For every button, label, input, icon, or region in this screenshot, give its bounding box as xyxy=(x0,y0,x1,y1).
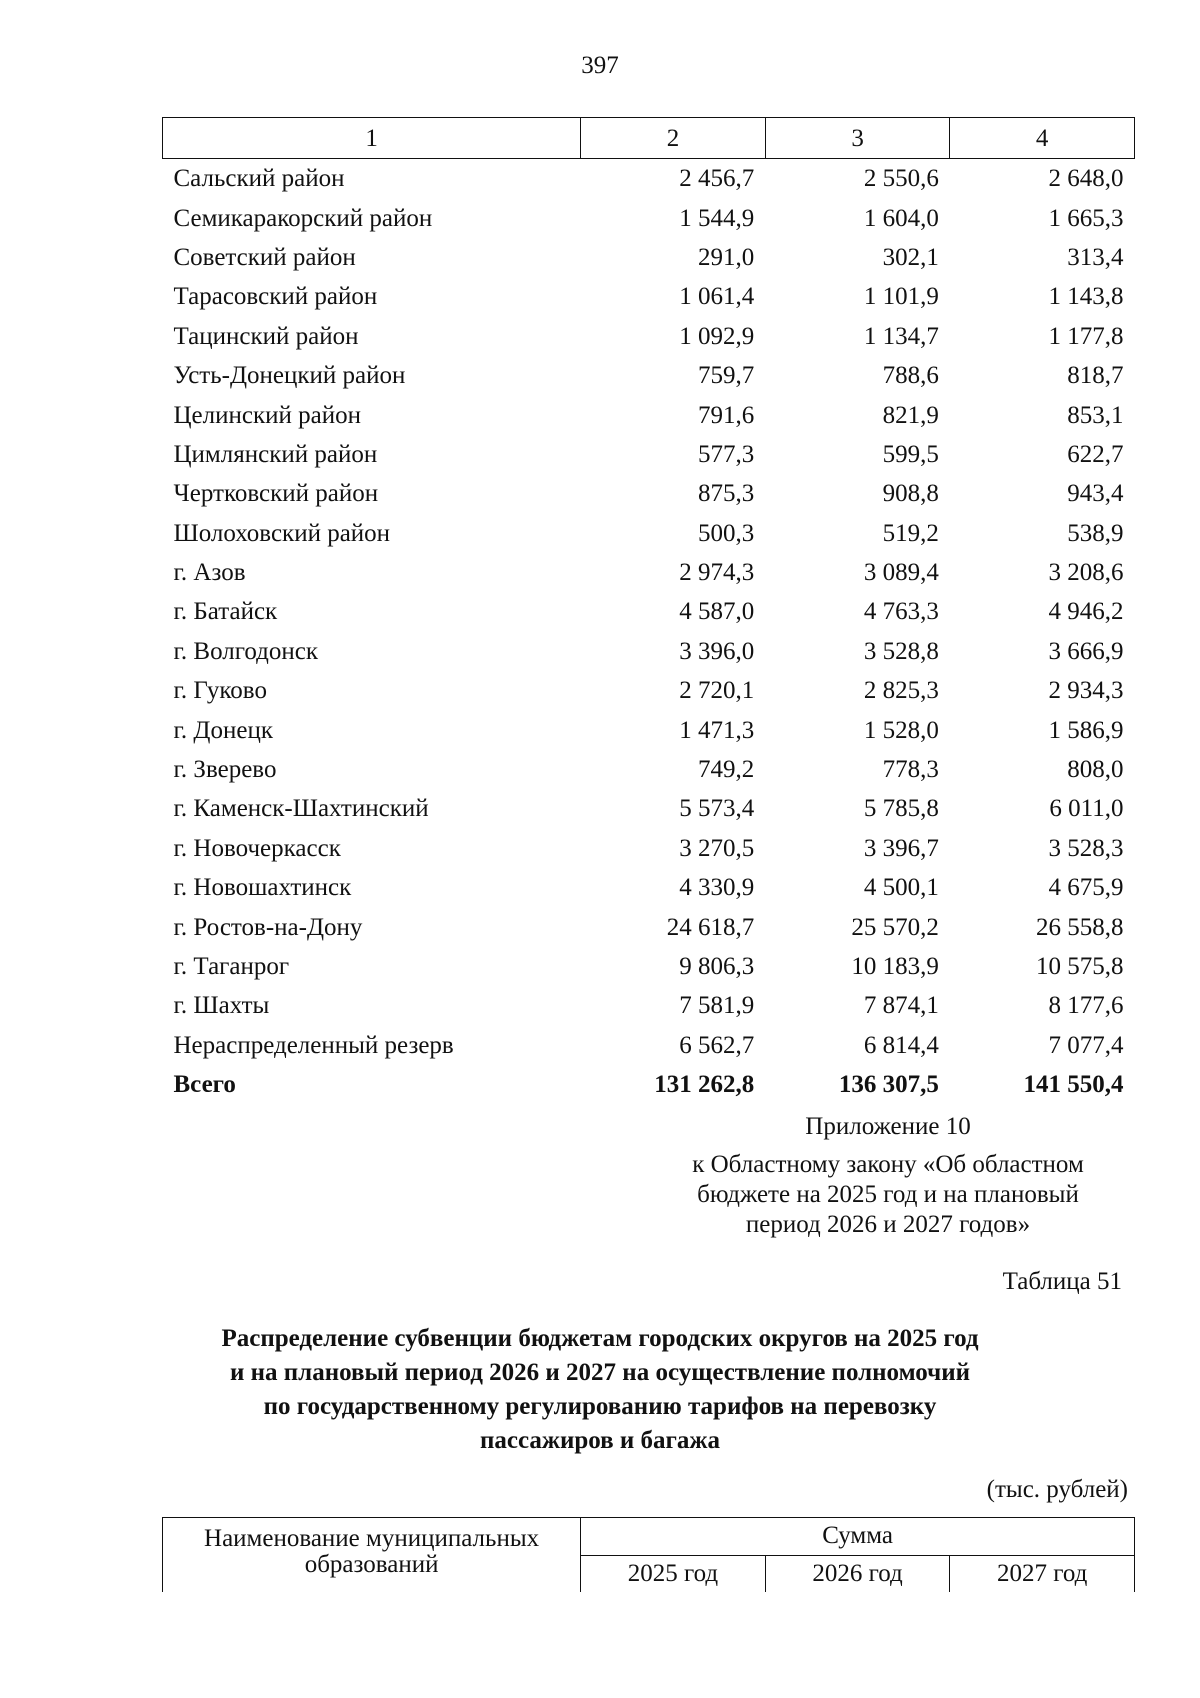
value-2026: 1 604,0 xyxy=(863,204,939,232)
value-2027: 8 177,6 xyxy=(1048,992,1124,1020)
table-row xyxy=(163,474,1135,513)
municipality-name: Нераспределенный резерв xyxy=(173,1031,454,1059)
table-row xyxy=(163,632,1135,671)
municipality-name: Семикаракорский район xyxy=(173,204,433,232)
value-2025: 1 471,3 xyxy=(679,716,755,744)
value-2026: 3 528,8 xyxy=(863,637,939,665)
value-2026: 3 396,7 xyxy=(863,834,939,862)
value-2025: 1 061,4 xyxy=(679,283,755,311)
value-2027: 1 143,8 xyxy=(1048,283,1124,311)
appendix-line: период 2026 и 2027 годов» xyxy=(745,1211,1031,1238)
municipality-name: г. Новочеркасск xyxy=(173,834,341,862)
municipality-name: г. Новошахтинск xyxy=(173,874,352,902)
name-column-header xyxy=(163,1518,581,1593)
table-row xyxy=(163,1026,1135,1065)
municipality-name: г. Азов xyxy=(173,559,246,587)
value-2027: 1 665,3 xyxy=(1048,204,1124,232)
table-header-row xyxy=(163,118,1135,159)
value-2027: 1 586,9 xyxy=(1048,716,1124,744)
value-2025: 577,3 xyxy=(698,440,755,468)
value-2027: 943,4 xyxy=(1067,480,1124,508)
value-2025: 7 581,9 xyxy=(679,992,755,1020)
value-2025: 2 974,3 xyxy=(679,559,755,587)
column-header: 1 xyxy=(163,118,581,159)
value-2026: 6 814,4 xyxy=(863,1031,939,1059)
subvention-table-continued xyxy=(162,117,1135,1104)
table-row xyxy=(163,238,1135,277)
value-2025: 131 262,8 xyxy=(654,1071,755,1099)
column-header: 3 xyxy=(765,118,950,159)
value-2026: 821,9 xyxy=(882,401,939,429)
column-header: 2 xyxy=(581,118,766,159)
value-2025: 1 092,9 xyxy=(679,322,755,350)
value-2025: 9 806,3 xyxy=(679,953,755,980)
value-2025: 759,7 xyxy=(698,362,755,390)
municipality-name: Советский район xyxy=(173,243,356,271)
title-line: Распределение субвенции бюджетам городских округов на 2025 год xyxy=(221,1325,979,1352)
header-line: Наименование муниципальных xyxy=(204,1525,540,1552)
table-row xyxy=(163,986,1135,1025)
page-number: 397 xyxy=(581,52,619,79)
table-row xyxy=(163,356,1135,395)
sum-column-header: Сумма xyxy=(581,1518,1135,1556)
table-header-row xyxy=(163,1518,1135,1556)
table-row xyxy=(163,671,1135,710)
value-2026: 5 785,8 xyxy=(863,795,939,823)
municipality-name: Всего xyxy=(173,1071,236,1099)
value-2025: 24 618,7 xyxy=(666,913,755,941)
municipality-name: г. Гуково xyxy=(173,677,267,705)
value-2026: 2 550,6 xyxy=(863,165,939,193)
value-2027: 141 550,4 xyxy=(1023,1071,1124,1099)
document-title xyxy=(150,1322,1050,1458)
total-row xyxy=(163,1065,1135,1104)
value-2026: 3 089,4 xyxy=(863,559,939,587)
table-row xyxy=(163,277,1135,316)
value-2026: 302,1 xyxy=(882,243,939,271)
value-2026: 1 134,7 xyxy=(863,322,939,350)
municipality-name: г. Таганрог xyxy=(173,953,290,980)
value-2027: 26 558,8 xyxy=(1036,913,1124,941)
value-2025: 749,2 xyxy=(698,756,755,784)
year-header: 2025 год xyxy=(581,1555,766,1592)
municipality-name: г. Каменск-Шахтинский xyxy=(173,795,429,823)
table-row xyxy=(163,947,1135,986)
municipality-name: Тацинский район xyxy=(173,322,359,350)
table-row xyxy=(163,592,1135,631)
value-2027: 818,7 xyxy=(1067,362,1124,390)
table-row xyxy=(163,868,1135,907)
value-2025: 4 330,9 xyxy=(679,874,755,902)
value-2025: 500,3 xyxy=(698,519,755,547)
value-2026: 4 500,1 xyxy=(863,874,939,902)
municipality-name: г. Шахты xyxy=(173,992,270,1020)
value-2026: 1 528,0 xyxy=(863,716,939,744)
value-2027: 10 575,8 xyxy=(1036,953,1124,980)
table-row xyxy=(163,514,1135,553)
value-2027: 622,7 xyxy=(1067,440,1124,468)
municipality-name: Цимлянский район xyxy=(173,440,378,468)
municipality-name: г. Зверево xyxy=(173,756,277,784)
value-2027: 7 077,4 xyxy=(1048,1031,1124,1059)
table-row xyxy=(163,750,1135,789)
value-2027: 1 177,8 xyxy=(1048,322,1124,350)
value-2027: 808,0 xyxy=(1067,756,1124,784)
municipality-name: Тарасовский район xyxy=(173,283,378,311)
value-2027: 538,9 xyxy=(1067,519,1124,547)
value-2027: 3 528,3 xyxy=(1048,834,1124,862)
value-2025: 1 544,9 xyxy=(679,204,755,232)
municipality-name: г. Волгодонск xyxy=(173,637,319,665)
appendix-line: к Областному закону «Об областном xyxy=(692,1151,1084,1178)
table-row xyxy=(163,829,1135,868)
column-header: 4 xyxy=(950,118,1135,159)
value-2027: 853,1 xyxy=(1067,401,1124,429)
value-2026: 519,2 xyxy=(882,519,939,547)
value-2025: 875,3 xyxy=(698,480,755,508)
municipality-name: Целинский район xyxy=(173,401,361,429)
appendix-reference xyxy=(648,1150,1128,1240)
value-2027: 313,4 xyxy=(1067,243,1124,271)
value-2026: 1 101,9 xyxy=(863,283,939,311)
value-2027: 4 675,9 xyxy=(1048,874,1124,902)
value-2025: 2 456,7 xyxy=(679,165,755,193)
value-2026: 10 183,9 xyxy=(851,953,939,980)
value-2026: 4 763,3 xyxy=(863,598,939,626)
units-label: (тыс. рублей) xyxy=(986,1476,1128,1503)
value-2025: 3 396,0 xyxy=(679,637,755,665)
table-row xyxy=(163,553,1135,592)
tariff-subvention-table xyxy=(162,1517,1135,1592)
year-header: 2026 год xyxy=(765,1555,950,1592)
value-2025: 5 573,4 xyxy=(679,795,755,823)
table-row xyxy=(163,395,1135,434)
value-2025: 791,6 xyxy=(698,401,755,429)
value-2027: 6 011,0 xyxy=(1049,795,1124,823)
value-2025: 4 587,0 xyxy=(679,598,755,626)
table-number: Таблица 51 xyxy=(1002,1268,1122,1295)
year-header: 2027 год xyxy=(950,1555,1135,1592)
municipality-name: Сальский район xyxy=(173,165,345,193)
table-row xyxy=(163,317,1135,356)
appendix-line: бюджете на 2025 год и на плановый xyxy=(697,1181,1079,1208)
value-2026: 778,3 xyxy=(882,756,939,784)
title-line: и на плановый период 2026 и 2027 на осуществление полномочий xyxy=(229,1359,971,1386)
title-line: по государственному регулированию тарифов на перевозку xyxy=(263,1393,937,1420)
table-row xyxy=(163,710,1135,749)
header-line: образований xyxy=(304,1551,439,1579)
title-line: пассажиров и багажа xyxy=(479,1427,721,1454)
value-2027: 3 208,6 xyxy=(1048,559,1124,587)
value-2026: 2 825,3 xyxy=(863,677,939,705)
value-2025: 3 270,5 xyxy=(679,834,755,862)
table-row xyxy=(163,198,1135,237)
value-2026: 788,6 xyxy=(882,362,939,390)
value-2026: 7 874,1 xyxy=(863,992,939,1020)
value-2025: 6 562,7 xyxy=(679,1031,755,1059)
value-2027: 3 666,9 xyxy=(1048,637,1124,665)
appendix-title: Приложение 10 xyxy=(805,1113,971,1140)
value-2025: 291,0 xyxy=(698,243,755,271)
municipality-name: г. Донецк xyxy=(173,716,273,744)
value-2026: 25 570,2 xyxy=(851,913,939,941)
municipality-name: г. Батайск xyxy=(173,598,278,626)
municipality-name: г. Ростов-на-Дону xyxy=(173,913,363,941)
table-row xyxy=(163,159,1135,199)
value-2027: 2 648,0 xyxy=(1048,165,1124,193)
table-row xyxy=(163,435,1135,474)
value-2026: 599,5 xyxy=(882,440,939,468)
value-2027: 2 934,3 xyxy=(1048,677,1124,705)
municipality-name: Усть-Донецкий район xyxy=(173,362,406,390)
municipality-name: Шолоховский район xyxy=(173,519,391,547)
value-2027: 4 946,2 xyxy=(1048,598,1124,626)
value-2026: 136 307,5 xyxy=(838,1071,939,1099)
table-row xyxy=(163,789,1135,828)
table-row xyxy=(163,907,1135,946)
value-2025: 2 720,1 xyxy=(679,677,755,705)
municipality-name: Чертковский район xyxy=(173,480,379,508)
value-2026: 908,8 xyxy=(882,480,939,508)
